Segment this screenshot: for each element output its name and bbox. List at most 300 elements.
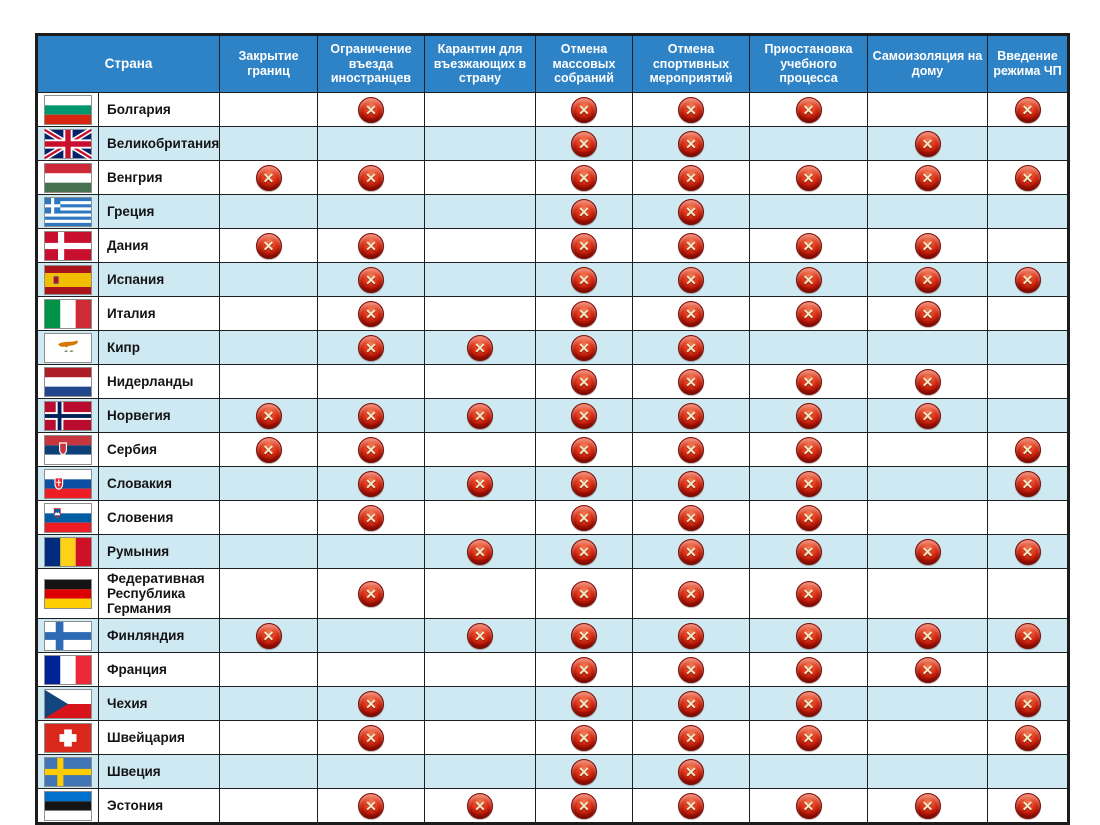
country-flag-cell	[37, 687, 99, 721]
restriction-cell	[868, 263, 988, 297]
restriction-cell	[318, 535, 425, 569]
cancel-x-icon: ✕	[358, 165, 384, 191]
flag-uk-icon	[44, 129, 92, 159]
cancel-x-icon: ✕	[358, 793, 384, 819]
cancel-x-icon: ✕	[678, 623, 704, 649]
restriction-cell	[750, 467, 868, 501]
restriction-cell	[220, 535, 318, 569]
restriction-cell	[633, 433, 750, 467]
cancel-x-icon: ✕	[571, 165, 597, 191]
restriction-cell	[425, 297, 536, 331]
country-name: Нидерланды	[99, 365, 220, 399]
restriction-cell	[868, 501, 988, 535]
country-flag-cell	[37, 161, 99, 195]
table-row	[37, 161, 1069, 195]
cancel-x-icon: ✕	[796, 505, 822, 531]
restriction-cell	[220, 501, 318, 535]
flag-slovenia-icon	[44, 503, 92, 533]
column-header-sports-events-cancelled: Отмена спортивных мероприятий	[633, 35, 750, 93]
restriction-cell	[633, 721, 750, 755]
cancel-x-icon: ✕	[1015, 623, 1041, 649]
country-flag-cell	[37, 195, 99, 229]
restriction-cell	[220, 161, 318, 195]
restriction-cell	[868, 365, 988, 399]
cancel-x-icon: ✕	[678, 165, 704, 191]
restriction-cell	[750, 195, 868, 229]
flag-denmark-icon	[44, 231, 92, 261]
restriction-cell	[750, 789, 868, 824]
restriction-cell	[988, 755, 1069, 789]
restriction-cell	[988, 433, 1069, 467]
column-header-country: Страна	[37, 35, 220, 93]
restriction-cell	[536, 229, 633, 263]
restriction-cell	[988, 263, 1069, 297]
flag-estonia-icon	[44, 791, 92, 821]
cancel-x-icon: ✕	[358, 725, 384, 751]
restriction-cell	[750, 399, 868, 433]
restriction-cell	[425, 93, 536, 127]
restriction-cell	[988, 789, 1069, 824]
restriction-cell	[318, 569, 425, 619]
restriction-cell	[868, 229, 988, 263]
restriction-cell	[633, 195, 750, 229]
cancel-x-icon: ✕	[915, 403, 941, 429]
country-name: Финляндия	[99, 619, 220, 653]
country-name: Италия	[99, 297, 220, 331]
restriction-cell	[425, 721, 536, 755]
country-name: Кипр	[99, 331, 220, 365]
restriction-cell	[318, 433, 425, 467]
restriction-cell	[220, 789, 318, 824]
country-flag-cell	[37, 229, 99, 263]
country-name: Словения	[99, 501, 220, 535]
restriction-cell	[988, 229, 1069, 263]
table-row	[37, 331, 1069, 365]
cancel-x-icon: ✕	[678, 199, 704, 225]
restriction-cell	[750, 263, 868, 297]
cancel-x-icon: ✕	[915, 233, 941, 259]
restriction-cell	[750, 365, 868, 399]
restriction-cell	[220, 687, 318, 721]
covid-restrictions-table	[35, 33, 1070, 825]
restriction-cell	[425, 399, 536, 433]
cancel-x-icon: ✕	[796, 539, 822, 565]
cancel-x-icon: ✕	[796, 793, 822, 819]
restriction-cell	[868, 127, 988, 161]
cancel-x-icon: ✕	[678, 97, 704, 123]
restriction-cell	[988, 331, 1069, 365]
restriction-cell	[536, 399, 633, 433]
restriction-cell	[425, 755, 536, 789]
cancel-x-icon: ✕	[358, 335, 384, 361]
cancel-x-icon: ✕	[796, 403, 822, 429]
restriction-cell	[318, 365, 425, 399]
flag-france-icon	[44, 655, 92, 685]
cancel-x-icon: ✕	[796, 233, 822, 259]
flag-serbia-icon	[44, 435, 92, 465]
restriction-cell	[536, 789, 633, 824]
column-header-home-self-isolation: Самоизоляция на дому	[868, 35, 988, 93]
cancel-x-icon: ✕	[678, 301, 704, 327]
flag-cyprus-icon	[44, 333, 92, 363]
restriction-cell	[425, 263, 536, 297]
country-name: Швейцария	[99, 721, 220, 755]
table-row	[37, 93, 1069, 127]
cancel-x-icon: ✕	[678, 759, 704, 785]
restriction-cell	[536, 263, 633, 297]
restriction-cell	[536, 467, 633, 501]
restriction-cell	[536, 195, 633, 229]
restriction-cell	[868, 93, 988, 127]
restriction-cell	[220, 721, 318, 755]
cancel-x-icon: ✕	[358, 97, 384, 123]
restriction-cell	[536, 161, 633, 195]
restriction-cell	[536, 569, 633, 619]
column-header-border-closure: Закрытие границ	[220, 35, 318, 93]
restriction-cell	[868, 653, 988, 687]
restriction-cell	[750, 93, 868, 127]
restriction-cell	[536, 501, 633, 535]
header-row	[37, 35, 1069, 93]
cancel-x-icon: ✕	[796, 623, 822, 649]
restriction-cell	[318, 229, 425, 263]
restriction-cell	[988, 297, 1069, 331]
cancel-x-icon: ✕	[796, 301, 822, 327]
cancel-x-icon: ✕	[796, 437, 822, 463]
cancel-x-icon: ✕	[358, 267, 384, 293]
restriction-cell	[425, 569, 536, 619]
restriction-cell	[536, 619, 633, 653]
table-row	[37, 755, 1069, 789]
restriction-cell	[750, 569, 868, 619]
restriction-cell	[220, 263, 318, 297]
restriction-cell	[425, 331, 536, 365]
cancel-x-icon: ✕	[915, 793, 941, 819]
restriction-cell	[868, 755, 988, 789]
restriction-cell	[868, 433, 988, 467]
restriction-cell	[988, 653, 1069, 687]
cancel-x-icon: ✕	[571, 199, 597, 225]
restriction-cell	[536, 755, 633, 789]
flag-romania-icon	[44, 537, 92, 567]
cancel-x-icon: ✕	[915, 267, 941, 293]
cancel-x-icon: ✕	[358, 233, 384, 259]
restriction-cell	[220, 569, 318, 619]
cancel-x-icon: ✕	[678, 539, 704, 565]
restriction-cell	[750, 297, 868, 331]
column-header-foreigner-entry-restriction: Ограничение въезда иностранцев	[318, 35, 425, 93]
restriction-cell	[425, 161, 536, 195]
cancel-x-icon: ✕	[678, 793, 704, 819]
cancel-x-icon: ✕	[796, 581, 822, 607]
restriction-cell	[750, 721, 868, 755]
restriction-cell	[220, 195, 318, 229]
country-name: Румыния	[99, 535, 220, 569]
restriction-cell	[318, 399, 425, 433]
cancel-x-icon: ✕	[678, 403, 704, 429]
table-row	[37, 263, 1069, 297]
cancel-x-icon: ✕	[571, 471, 597, 497]
cancel-x-icon: ✕	[571, 369, 597, 395]
restriction-cell	[318, 619, 425, 653]
country-name: Болгария	[99, 93, 220, 127]
country-flag-cell	[37, 263, 99, 297]
restriction-cell	[633, 93, 750, 127]
restriction-cell	[750, 687, 868, 721]
country-flag-cell	[37, 501, 99, 535]
restriction-cell	[536, 721, 633, 755]
country-flag-cell	[37, 127, 99, 161]
restriction-cell	[536, 365, 633, 399]
restriction-cell	[988, 195, 1069, 229]
restriction-cell	[750, 433, 868, 467]
table-row	[37, 365, 1069, 399]
cancel-x-icon: ✕	[467, 623, 493, 649]
restriction-cell	[868, 297, 988, 331]
restriction-cell	[425, 229, 536, 263]
cancel-x-icon: ✕	[358, 437, 384, 463]
country-name: Франция	[99, 653, 220, 687]
flag-slovakia-icon	[44, 469, 92, 499]
cancel-x-icon: ✕	[678, 657, 704, 683]
restriction-cell	[425, 501, 536, 535]
restriction-cell	[868, 195, 988, 229]
restriction-cell	[318, 789, 425, 824]
country-flag-cell	[37, 721, 99, 755]
restriction-cell	[750, 501, 868, 535]
cancel-x-icon: ✕	[796, 725, 822, 751]
cancel-x-icon: ✕	[256, 403, 282, 429]
restriction-cell	[318, 297, 425, 331]
restriction-cell	[988, 399, 1069, 433]
restriction-cell	[425, 535, 536, 569]
restriction-cell	[536, 433, 633, 467]
country-flag-cell	[37, 619, 99, 653]
flag-italy-icon	[44, 299, 92, 329]
cancel-x-icon: ✕	[796, 471, 822, 497]
cancel-x-icon: ✕	[1015, 97, 1041, 123]
restriction-cell	[318, 755, 425, 789]
cancel-x-icon: ✕	[915, 165, 941, 191]
table-row	[37, 535, 1069, 569]
restriction-cell	[318, 195, 425, 229]
country-name: Эстония	[99, 789, 220, 824]
column-header-mass-gatherings-cancelled: Отмена массовых собраний	[536, 35, 633, 93]
restriction-cell	[750, 653, 868, 687]
restriction-cell	[220, 399, 318, 433]
cancel-x-icon: ✕	[796, 165, 822, 191]
cancel-x-icon: ✕	[1015, 691, 1041, 717]
cancel-x-icon: ✕	[467, 335, 493, 361]
restriction-cell	[633, 535, 750, 569]
table-body	[37, 93, 1069, 824]
country-flag-cell	[37, 789, 99, 824]
restriction-cell	[633, 789, 750, 824]
cancel-x-icon: ✕	[256, 233, 282, 259]
restriction-cell	[633, 161, 750, 195]
cancel-x-icon: ✕	[571, 335, 597, 361]
restriction-cell	[750, 755, 868, 789]
cancel-x-icon: ✕	[571, 657, 597, 683]
restriction-cell	[318, 127, 425, 161]
cancel-x-icon: ✕	[571, 759, 597, 785]
restriction-cell	[633, 755, 750, 789]
restriction-cell	[425, 433, 536, 467]
cancel-x-icon: ✕	[571, 233, 597, 259]
table-row	[37, 399, 1069, 433]
restriction-cell	[220, 331, 318, 365]
restriction-cell	[868, 535, 988, 569]
restriction-cell	[633, 263, 750, 297]
column-header-education-suspended: Приостановка учебного процесса	[750, 35, 868, 93]
country-name: Великобритания	[99, 127, 220, 161]
country-name: Сербия	[99, 433, 220, 467]
cancel-x-icon: ✕	[256, 623, 282, 649]
restriction-cell	[988, 535, 1069, 569]
cancel-x-icon: ✕	[678, 437, 704, 463]
cancel-x-icon: ✕	[571, 581, 597, 607]
restriction-cell	[750, 161, 868, 195]
cancel-x-icon: ✕	[678, 505, 704, 531]
cancel-x-icon: ✕	[796, 267, 822, 293]
cancel-x-icon: ✕	[678, 725, 704, 751]
restriction-cell	[750, 535, 868, 569]
restriction-cell	[536, 297, 633, 331]
cancel-x-icon: ✕	[1015, 165, 1041, 191]
table-row	[37, 467, 1069, 501]
country-flag-cell	[37, 467, 99, 501]
cancel-x-icon: ✕	[467, 471, 493, 497]
restriction-cell	[988, 687, 1069, 721]
restriction-cell	[750, 619, 868, 653]
cancel-x-icon: ✕	[256, 437, 282, 463]
cancel-x-icon: ✕	[358, 581, 384, 607]
country-flag-cell	[37, 365, 99, 399]
cancel-x-icon: ✕	[571, 301, 597, 327]
flag-netherlands-icon	[44, 367, 92, 397]
cancel-x-icon: ✕	[1015, 793, 1041, 819]
restriction-cell	[425, 687, 536, 721]
flag-czechia-icon	[44, 689, 92, 719]
restriction-cell	[425, 653, 536, 687]
restriction-cell	[536, 653, 633, 687]
cancel-x-icon: ✕	[571, 539, 597, 565]
cancel-x-icon: ✕	[358, 471, 384, 497]
country-flag-cell	[37, 569, 99, 619]
cancel-x-icon: ✕	[796, 97, 822, 123]
cancel-x-icon: ✕	[571, 793, 597, 819]
country-name: Чехия	[99, 687, 220, 721]
cancel-x-icon: ✕	[915, 539, 941, 565]
restriction-cell	[868, 331, 988, 365]
table-row	[37, 195, 1069, 229]
restriction-cell	[425, 127, 536, 161]
cancel-x-icon: ✕	[571, 97, 597, 123]
country-name: Испания	[99, 263, 220, 297]
cancel-x-icon: ✕	[256, 165, 282, 191]
restriction-cell	[220, 755, 318, 789]
cancel-x-icon: ✕	[571, 403, 597, 429]
restriction-cell	[425, 467, 536, 501]
restriction-cell	[425, 365, 536, 399]
table-row	[37, 433, 1069, 467]
restriction-cell	[425, 195, 536, 229]
cancel-x-icon: ✕	[678, 335, 704, 361]
restriction-cell	[220, 467, 318, 501]
restriction-cell	[536, 535, 633, 569]
flag-finland-icon	[44, 621, 92, 651]
country-flag-cell	[37, 399, 99, 433]
cancel-x-icon: ✕	[358, 403, 384, 429]
cancel-x-icon: ✕	[1015, 725, 1041, 751]
restriction-cell	[425, 619, 536, 653]
restriction-cell	[318, 653, 425, 687]
restriction-cell	[318, 721, 425, 755]
restriction-cell	[868, 467, 988, 501]
restriction-cell	[220, 93, 318, 127]
country-flag-cell	[37, 331, 99, 365]
country-flag-cell	[37, 433, 99, 467]
flag-switzerland-icon	[44, 723, 92, 753]
restriction-cell	[633, 687, 750, 721]
cancel-x-icon: ✕	[1015, 267, 1041, 293]
country-flag-cell	[37, 297, 99, 331]
table-row	[37, 127, 1069, 161]
cancel-x-icon: ✕	[1015, 471, 1041, 497]
restriction-cell	[868, 721, 988, 755]
restriction-cell	[750, 331, 868, 365]
flag-sweden-icon	[44, 757, 92, 787]
cancel-x-icon: ✕	[571, 725, 597, 751]
table-row	[37, 789, 1069, 824]
cancel-x-icon: ✕	[678, 691, 704, 717]
cancel-x-icon: ✕	[358, 691, 384, 717]
cancel-x-icon: ✕	[915, 301, 941, 327]
restriction-cell	[868, 399, 988, 433]
restriction-cell	[633, 501, 750, 535]
restriction-cell	[318, 687, 425, 721]
cancel-x-icon: ✕	[678, 131, 704, 157]
cancel-x-icon: ✕	[358, 505, 384, 531]
restriction-cell	[318, 331, 425, 365]
cancel-x-icon: ✕	[571, 267, 597, 293]
country-name: Федеративная Республика Германия	[99, 569, 220, 619]
restriction-cell	[868, 687, 988, 721]
restriction-cell	[988, 93, 1069, 127]
restriction-cell	[868, 619, 988, 653]
cancel-x-icon: ✕	[571, 623, 597, 649]
restriction-cell	[750, 127, 868, 161]
cancel-x-icon: ✕	[796, 369, 822, 395]
restriction-cell	[318, 263, 425, 297]
restriction-cell	[220, 653, 318, 687]
column-header-state-of-emergency: Введение режима ЧП	[988, 35, 1069, 93]
restriction-cell	[633, 569, 750, 619]
restriction-cell	[318, 93, 425, 127]
restriction-cell	[988, 501, 1069, 535]
restriction-cell	[318, 501, 425, 535]
restriction-cell	[220, 619, 318, 653]
restriction-cell	[318, 161, 425, 195]
restriction-cell	[220, 433, 318, 467]
country-name: Словакия	[99, 467, 220, 501]
restriction-cell	[425, 789, 536, 824]
restriction-cell	[633, 399, 750, 433]
restriction-cell	[988, 619, 1069, 653]
cancel-x-icon: ✕	[915, 623, 941, 649]
cancel-x-icon: ✕	[571, 691, 597, 717]
restriction-cell	[633, 127, 750, 161]
